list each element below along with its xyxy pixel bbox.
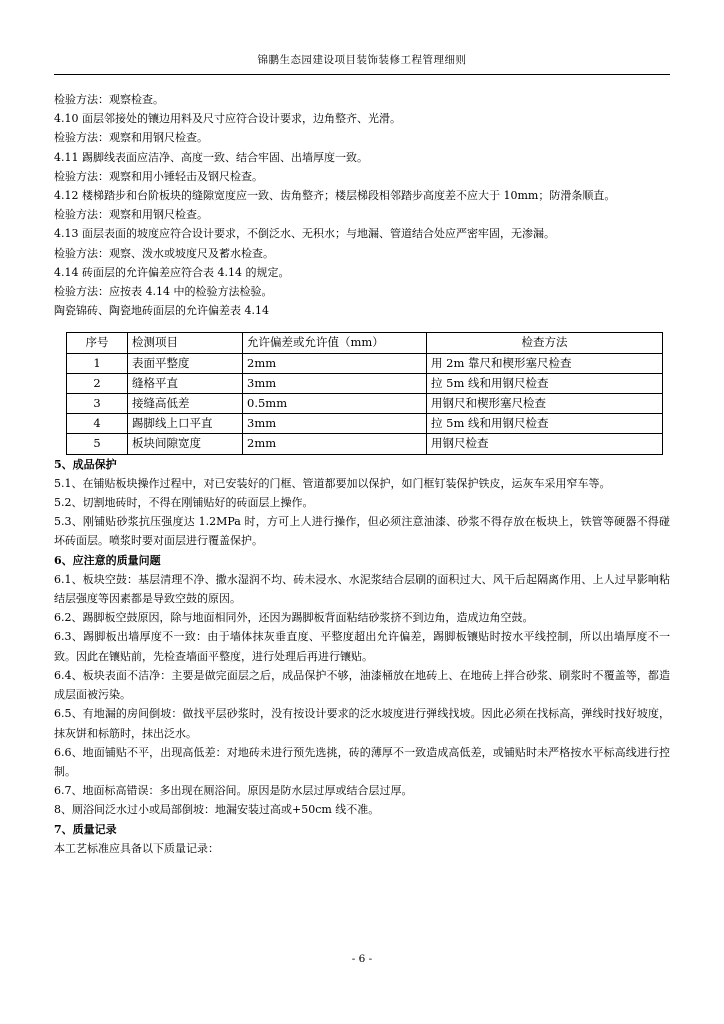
table-row <box>67 434 663 454</box>
column-header-no: 序号 <box>67 333 128 353</box>
paragraph: 4.12 楼梯踏步和台阶板块的缝隙宽度应一致、齿角整齐；楼层梯段相邻踏步高度差不应大于 10mm；防滑条顺直。 <box>54 189 616 203</box>
paragraph: 6.6、地面铺贴不平，出现高低差：对地砖未进行预先选挑，砖的薄厚不一致造成高低差，或铺贴时未严格按水平标高线进行控制。 <box>54 745 670 778</box>
column-header-item: 检测项目 <box>128 333 243 353</box>
section-6-heading: 6、应注意的质量问题 <box>54 553 161 567</box>
paragraph: 4.10 面层邻接处的镶边用料及尺寸应符合设计要求，边角整齐、光滑。 <box>54 112 401 126</box>
cell-no: 4 <box>67 414 128 434</box>
cell-item: 接缝高低差 <box>128 394 243 414</box>
table-caption: 陶瓷锦砖、陶瓷地砖面层的允许偏差表 4.14 <box>54 304 269 318</box>
paragraph: 4.11 踢脚线表面应洁净、高度一致、结合牢固、出墙厚度一致。 <box>54 150 368 164</box>
paragraph: 6.3、踢脚板出墙厚度不一致：由于墙体抹灰垂直度、平整度超出允许偏差，踢脚板镶贴时按水平线控制，所以出墙厚度不一致。因此在镶贴前，先检查墙面平整度，进行处理后再进行镶贴。 <box>54 630 670 663</box>
section-7-heading: 7、质量记录 <box>54 822 117 836</box>
cell-tolerance: 2mm <box>243 353 427 373</box>
paragraph: 检验方法：应按表 4.14 中的检验方法检验。 <box>54 285 273 299</box>
header-divider <box>54 74 670 75</box>
paragraph: 6.7、地面标高错误：多出现在厕浴间。原因是防水层过厚或结合层过厚。 <box>54 784 413 798</box>
paragraph: 5.3、刚铺贴砂浆抗压强度达 1.2MPa 时，方可上人进行操作，但必须注意油漆、砂浆不得存放在板块上，铁管等硬器不得碰坏砖面层。喷浆时要对面层进行覆盖保护。 <box>54 515 670 548</box>
column-header-tolerance: 允许偏差或允许值（mm） <box>243 333 427 353</box>
cell-tolerance: 0.5mm <box>243 394 427 414</box>
cell-no: 3 <box>67 394 128 414</box>
tolerance-table-wrapper <box>66 332 663 454</box>
page-header: 锦鹏生态园建设项目装饰装修工程管理细则 <box>257 54 467 66</box>
cell-method: 用钢尺和楔形塞尺检查 <box>427 394 663 414</box>
paragraph: 本工艺标准应具备以下质量记录： <box>54 841 219 855</box>
cell-method: 拉 5m 线和用钢尺检查 <box>427 373 663 393</box>
cell-item: 板块间隙宽度 <box>128 434 243 454</box>
paragraph: 5.2、切割地砖时，不得在刚铺贴好的砖面层上操作。 <box>54 496 314 510</box>
cell-method: 用 2m 靠尺和楔形塞尺检查 <box>427 353 663 373</box>
paragraph: 检验方法：观察和用小锤轻击及钢尺检查。 <box>54 169 263 183</box>
cell-no: 2 <box>67 373 128 393</box>
paragraph: 检验方法：观察和用钢尺检查。 <box>54 208 208 222</box>
cell-no: 5 <box>67 434 128 454</box>
table-row <box>67 414 663 434</box>
cell-no: 1 <box>67 353 128 373</box>
cell-item: 踢脚线上口平直 <box>128 414 243 434</box>
cell-method: 用钢尺检查 <box>427 434 663 454</box>
cell-method: 拉 5m 线和用钢尺检查 <box>427 414 663 434</box>
paragraph: 4.14 砖面层的允许偏差应符合表 4.14 的规定。 <box>54 265 290 279</box>
paragraph: 5.1、在铺贴板块操作过程中，对已安装好的门框、管道都要加以保护，如门框钉装保护铁皮，运灰车采用窄车等。 <box>54 476 611 490</box>
tolerance-table <box>66 332 663 454</box>
column-header-method: 检查方法 <box>427 333 663 353</box>
table-row <box>67 394 663 414</box>
paragraph: 检验方法：观察、泼水或坡度尺及蓄水检查。 <box>54 246 274 260</box>
paragraph: 6.2、踢脚板空鼓原因，除与地面相同外，还因为踢脚板背面粘结砂浆挤不到边角，造成边角空鼓。 <box>54 611 534 625</box>
paragraph: 8、厕浴间泛水过小或局部倒坡：地漏安装过高或+50cm 线不准。 <box>54 803 380 817</box>
cell-tolerance: 3mm <box>243 373 427 393</box>
cell-item: 缝格平直 <box>128 373 243 393</box>
paragraph: 6.1、板块空鼓：基层清理不净、撒水湿润不均、砖未浸水、水泥浆结合层刷的面积过大、风干后起隔离作用、上人过早影响粘结层强度等因素都是导致空鼓的原因。 <box>54 572 670 606</box>
paragraph: 检验方法：观察检查。 <box>54 93 164 106</box>
paragraph: 检验方法：观察和用钢尺检查。 <box>54 131 208 145</box>
cell-tolerance: 2mm <box>243 434 427 454</box>
paragraph: 4.13 面层表面的坡度应符合设计要求，不倒泛水、无积水；与地漏、管道结合处应严密牢固，无渗漏。 <box>54 227 555 241</box>
cell-item: 表面平整度 <box>128 353 243 373</box>
page-number: - 6 - <box>351 953 373 965</box>
paragraph: 6.4、板块表面不洁净：主要是做完面层之后，成品保护不够，油漆桶放在地砖上、在地砖上拌合砂浆、刷浆时不覆盖等，都造成层面被污染。 <box>54 668 670 702</box>
table-header-row <box>67 333 663 353</box>
cell-tolerance: 3mm <box>243 414 427 434</box>
paragraph: 6.5、有地漏的房间倒坡：做找平层砂浆时，没有按设计要求的泛水坡度进行弹线找坡。因此必须在找标高，弹线时找好坡度，抹灰饼和标筋时，抹出泛水。 <box>54 707 670 740</box>
document-body <box>54 90 670 858</box>
section-5-heading: 5、成品保护 <box>54 457 117 471</box>
table-row <box>67 373 663 393</box>
table-row <box>67 353 663 373</box>
